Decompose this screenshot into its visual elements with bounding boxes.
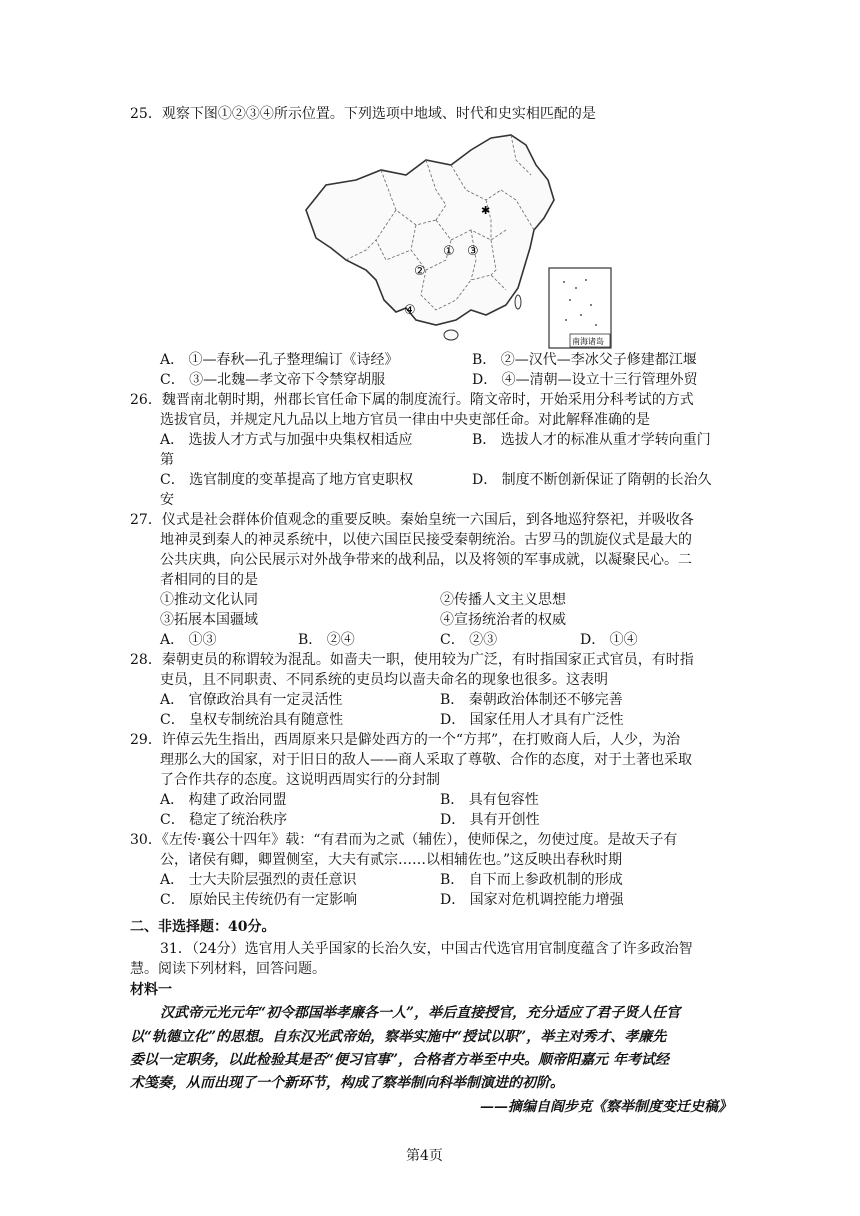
q26-option-d: D． 制度不断创新保证了隋朝的长治久 bbox=[472, 472, 712, 488]
q27-option-d: D． ①④ bbox=[580, 632, 638, 648]
q29-option-c: C． 稳定了统治秩序 bbox=[160, 812, 288, 828]
q27-stem-line2: 地神灵到秦人的神灵系统中，以使六国臣民接受秦朝统治。古罗马的凯旋仪式是最大的 bbox=[160, 532, 692, 548]
inset-label: 南海诸岛 bbox=[572, 337, 604, 346]
page-number: 第4页 bbox=[406, 1148, 443, 1164]
q26-option-b: B． 选拔人才的标准从重才学转向重门 bbox=[472, 432, 711, 448]
q30-stem-line2: 公，诸侯有卿，卿置侧室，大夫有贰宗……以相辅佐也。”这反映出春秋时期 bbox=[160, 852, 623, 868]
material-source: ——摘编自阎步克《察举制度变迁史稿》 bbox=[480, 1099, 732, 1115]
material-title: 材料一 bbox=[130, 982, 172, 998]
q27-option-b: B． ②④ bbox=[298, 632, 355, 648]
q27-item-1: ①推动文化认同 bbox=[160, 592, 258, 608]
q28-stem-line2: 吏员，且不同职责、不同系统的吏员均以啬夫命名的现象也很多。这表明 bbox=[160, 672, 608, 688]
q26-option-b-cont: 第 bbox=[160, 452, 174, 468]
q27-item-3: ③拓展本国疆域 bbox=[160, 612, 258, 628]
q29-option-d: D． 具有开创性 bbox=[440, 812, 540, 828]
q28-option-a: A． 官僚政治具有一定灵活性 bbox=[160, 692, 343, 708]
q28-stem-line1: 28．秦朝吏员的称谓较为混乱。如啬夫一职，使用较为广泛，有时指国家正式官员，有时指 bbox=[130, 652, 694, 668]
material-line2: 以“轨德立化”的思想。自东汉光武帝始，察举实施中“授试以职”，举主对秀才、孝廉先 bbox=[130, 1029, 667, 1045]
q28-option-b: B． 秦朝政治体制还不够完善 bbox=[440, 692, 623, 708]
q29-stem-line1: 29．许倬云先生指出，西周原来只是僻处西方的一个“方邦”，在打败商人后，人少，为治 bbox=[130, 732, 681, 748]
q27-stem-line4: 者相同的目的是 bbox=[160, 572, 258, 588]
q30-option-d: D． 国家对危机调控能力增强 bbox=[440, 892, 624, 908]
q27-option-a: A． ①③ bbox=[160, 632, 217, 648]
q30-option-b: B． 自下而上参政机制的形成 bbox=[440, 872, 623, 888]
q27-item-2: ②传播人文主义思想 bbox=[440, 592, 566, 608]
q25-option-b: B． ②—汉代—李冰父子修建都江堰 bbox=[472, 352, 697, 368]
q27-stem-line3: 公共庆典，向公民展示对外战争带来的战利品，以及将领的军事成就，以凝聚民心。二 bbox=[160, 552, 692, 568]
q25-option-d: D． ④—清朝—设立十三行管理外贸 bbox=[472, 372, 698, 388]
q26-stem-line1: 26．魏晋南北朝时期，州郡长官任命下属的制度流行。隋文帝时，开始采用分科考试的方式 bbox=[130, 392, 694, 408]
q30-option-c: C． 原始民主传统仍有一定影响 bbox=[160, 892, 358, 908]
q26-option-c: C． 选官制度的变革提高了地方官吏职权 bbox=[160, 472, 414, 488]
q30-stem-line1: 30．《左传·襄公十四年》载：“有君而为之贰（辅佐），使师保之，勿使过度。是故天子有 bbox=[130, 832, 678, 848]
q31-stem-line1: 31．（24分）选官用人关乎国家的长治久安，中国古代选官用官制度蕴含了许多政治智 bbox=[160, 941, 693, 957]
section-title: 二、非选择题：40分。 bbox=[130, 919, 276, 935]
q25-option-c: C． ③—北魏—孝文帝下令禁穿胡服 bbox=[160, 372, 386, 388]
q28-option-c: C． 皇权专制统治具有随意性 bbox=[160, 712, 344, 728]
q25-option-a: A． ①—春秋—孔子整理编订《诗经》 bbox=[160, 352, 399, 368]
q26-stem-line2: 选拔官员，并规定凡九品以上地方官员一律由中央吏部任命。对此解释准确的是 bbox=[160, 412, 650, 428]
svg-text:✱: ✱ bbox=[481, 204, 491, 217]
q31-stem-line2: 慧。阅读下列材料，回答问题。 bbox=[130, 961, 326, 977]
q27-item-4: ④宣扬统治者的权威 bbox=[440, 612, 566, 628]
material-line1: 汉武帝元光元年“初令郡国举孝廉各一人”，举后直接授官，充分适应了君子贤人任官 bbox=[160, 1005, 681, 1021]
q27-option-c: C． ②③ bbox=[440, 632, 498, 648]
q28-option-d: D． 国家任用人才具有广泛性 bbox=[440, 712, 624, 728]
material-line3: 委以一定职务，以此检验其是否“便习官事”，合格者方举至中央。顺帝阳嘉元 年考试经 bbox=[130, 1052, 669, 1068]
material-line4: 术笺奏，从而出现了一个新环节，构成了察举制向科举制演进的初阶。 bbox=[130, 1075, 564, 1091]
q29-stem-line2: 理那么大的国家，对于旧日的敌人——商人采取了尊敬、合作的态度，对于土著也采取 bbox=[160, 752, 692, 768]
map-marker-4: ④ bbox=[404, 303, 416, 318]
map-marker-2: ② bbox=[414, 264, 426, 279]
q26-option-a: A． 选拔人才方式与加强中央集权相适应 bbox=[160, 432, 413, 448]
china-map bbox=[286, 130, 616, 350]
q30-option-a: A． 士大夫阶层强烈的责任意识 bbox=[160, 872, 357, 888]
map-marker-3: ③ bbox=[467, 244, 479, 259]
q29-option-a: A． 构建了政治同盟 bbox=[160, 792, 287, 808]
map-marker-1: ① bbox=[443, 244, 455, 259]
q27-stem-line1: 27．仪式是社会群体价值观念的重要反映。秦始皇统一六国后，到各地巡狩祭祀，并吸收各 bbox=[130, 512, 694, 528]
q25-stem: 25．观察下图①②③④所示位置。下列选项中地域、时代和史实相匹配的是 bbox=[130, 106, 596, 122]
q29-option-b: B． 具有包容性 bbox=[440, 792, 539, 808]
q29-stem-line3: 了合作共存的态度。这说明西周实行的分封制 bbox=[160, 772, 440, 788]
q26-option-d-cont: 安 bbox=[160, 492, 174, 508]
